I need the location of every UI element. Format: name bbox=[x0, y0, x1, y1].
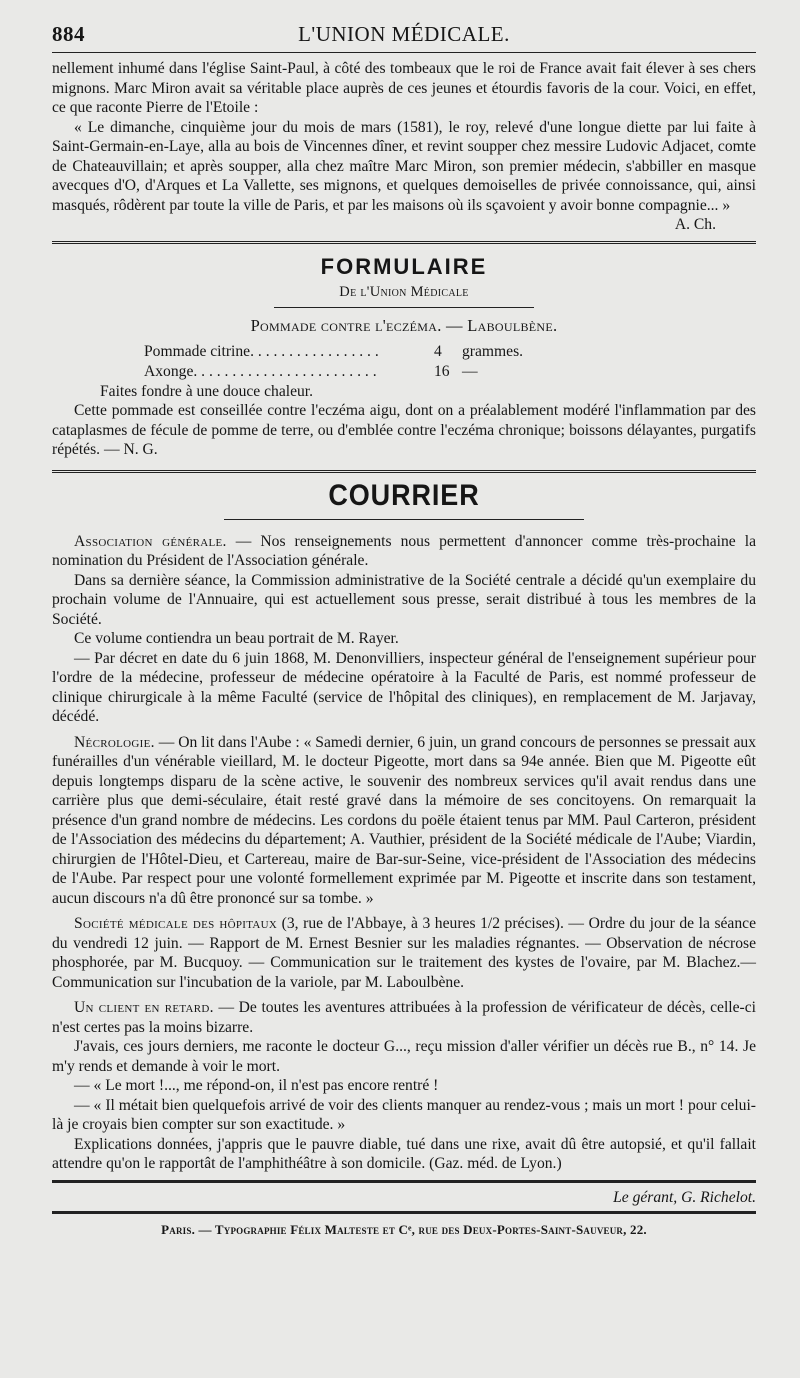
ingredient-row bbox=[52, 362, 756, 382]
metait-paragraph: — « Il métait bien quelquefois arrivé de voir des clients manquer au rendez-vous ; mais un mort ! pour celui-là je croyais bien compter sur son exactitude. » bbox=[52, 1096, 756, 1133]
recipe-instruction: Faites fondre à une douce chaleur. bbox=[100, 382, 314, 400]
ingredient-qty: 4 bbox=[434, 342, 442, 360]
necrologie-paragraph bbox=[52, 733, 756, 909]
footer-rule-bottom bbox=[52, 1211, 756, 1214]
javais-paragraph: J'avais, ces jours derniers, me raconte le docteur G..., reçu mission d'aller vérifier un décès rue B., n° 14. Je m'y rends et demande à voir le mort. bbox=[52, 1038, 756, 1075]
formulaire-subtitle: De l'Union Médicale bbox=[339, 283, 469, 300]
page-number: 884 bbox=[52, 22, 85, 46]
societe-lead: Société médicale des hôpitaux bbox=[74, 915, 278, 932]
client-paragraph bbox=[52, 998, 756, 1037]
footer-rule bbox=[52, 1180, 756, 1183]
ingredient-row bbox=[52, 342, 756, 362]
necrologie-lead: Nécrologie. bbox=[74, 733, 155, 751]
ingredient-unit: — bbox=[462, 362, 478, 380]
etoile-quote: « Le dimanche, cinquième jour du mois de mars (1581), le roy, relevé d'une longue diette par lui faite à Saint-Germain-en-Laye, alla au bois de Vincennes dîner, et revint soupper chez messire Ludovic Adjacet, comte de Chateauvillain; et après soupper, alla chez maître Marc Miron, son premier médecin, s'abbiller en masque avecques d'O, d'Arques et La Vallette, ses mignons, et quelques demoiselles de privée connoissance, qui, ainsi masqués, rôdèrent par toute la ville de Paris, et par les maisons où ils sçavoient y avoir bonne compagnie... » bbox=[52, 118, 756, 214]
portrait-paragraph: Ce volume contiendra un beau portrait de M. Rayer. bbox=[74, 630, 399, 647]
printer-imprint: Paris. — Typographie Félix Malteste et Cᵉ, rue des Deux-Portes-Saint-Sauveur, 22. bbox=[161, 1221, 647, 1237]
ingredient-name: Axonge. . . . . . . . . . . . . . . . . . . . . . . . bbox=[144, 362, 377, 380]
intro-signature: A. Ch. bbox=[674, 216, 716, 233]
ingredient-name: Pommade citrine. . . . . . . . . . . . . . . . . bbox=[144, 342, 379, 360]
decret-paragraph: — Par décret en date du 6 juin 1868, M. Denonvilliers, inspecteur général de l'enseignement supérieur pour l'ordre de la médecine, professeur de médecine opératoire à la Faculté de Paris, est nommé professeur de clinique chirurgicale à la même Faculté (service de l'hôpital des cliniques), en remplacement de M. Jarjavay, décédé. bbox=[52, 649, 756, 725]
association-text: — Nos renseignements nous permettent d'annoncer comme très-prochaine la nomination du Président de l'Association générale. bbox=[52, 532, 756, 569]
association-lead: Association générale. bbox=[74, 532, 227, 550]
recipe-title: Pommade contre l'eczéma. — Laboulbène. bbox=[250, 315, 558, 335]
client-lead: Un client en retard. bbox=[74, 999, 214, 1016]
association-paragraph bbox=[52, 532, 756, 571]
ingredient-unit: grammes. bbox=[462, 342, 524, 360]
formulaire-title: FORMULAIRE bbox=[320, 253, 488, 279]
recipe-note: Cette pommade est conseillée contre l'eczéma aigu, dont on a préalablement modéré l'inflammation par des cataplasmes de fécule de pomme de terre, ou d'emblée contre l'eczéma chronique; boissons délayantes, purgatifs répétés. — N. G. bbox=[52, 402, 756, 458]
explications-paragraph: Explications données, j'appris que le pauvre diable, tué dans une rixe, avait dû être autopsié, et qu'il fallait attendre qu'on le rapportât de l'amphithéâtre à son domicile. (Gaz. méd. de Lyon.) bbox=[52, 1135, 756, 1172]
courrier-title: COURRIER bbox=[328, 478, 480, 512]
mort-paragraph: — « Le mort !..., me répond-on, il n'est pas encore rentré ! bbox=[74, 1077, 439, 1094]
ingredient-qty: 16 bbox=[434, 362, 450, 380]
gerant-signature: Le gérant, G. Richelot. bbox=[613, 1188, 756, 1206]
page-header bbox=[52, 22, 756, 52]
societe-text: (3, rue de l'Abbaye, à 3 heures 1/2 précises). — Ordre du jour de la séance du vendredi 12 juin. — Rapport de M. Ernest Besnier sur les maladies régnantes. — Observation de nécrose phosphorée, par M. Bucquoy. — Communication sur le traitement des kystes de l'ovaire, par M. Blachez.—Communication sur l'incubation de la variole, par M. Laboulbène. bbox=[52, 915, 756, 991]
commission-paragraph: Dans sa dernière séance, la Commission administrative de la Société centrale a décidé qu'un exemplaire du prochain volume de l'Annuaire, qui est actuellement sous presse, serait distribué à tous les membres de la Société. bbox=[52, 571, 756, 628]
journal-title: L'UNION MÉDICALE. bbox=[298, 22, 510, 46]
necrologie-text: — On lit dans l'Aube : « Samedi dernier, 6 juin, un grand concours de personnes se pressait aux funérailles d'un vénérable vieillard, M. le docteur Pigeotte, mort dans sa 94e année. Bien que M. Pigeotte eût depuis longtemps disparu de la scène active, le souvenir des nombreux services qu'il avait rendus dans une carrière plus que demi-séculaire, était resté gravé dans la mémoire de ses concitoyens. On remarquait la présence d'un grand nombre de médecins. Les cordons du poële étaient tenus par MM. Paul Carteron, président de l'Association des médecins du département; A. Vauthier, président de la Société médicale de l'Aube; Viardin, chirurgien de l'Hôtel-Dieu, et Cartereau, maire de Bar-sur-Seine, vice-président de l'Association des médecins de l'Aube. Par respect pour une volonté formellement exprimée par M. Pigeotte et inscrite dans son testament, aucun discours n'a dû être prononcé sur sa tombe. » bbox=[52, 733, 756, 907]
formulaire-rule bbox=[274, 307, 534, 308]
intro-paragraph: nellement inhumé dans l'église Saint-Paul, à côté des tombeaux que le roi de France avait fait élever à ses chers mignons. Marc Miron avait sa véritable place auprès de ces jeunes et étourdis favoris de la cour. Voici, en effet, ce que raconte Pierre de l'Etoile : bbox=[52, 60, 756, 116]
courrier-rule bbox=[224, 519, 584, 520]
client-text: — De toutes les aventures attribuées à la profession de vérificateur de décès, celle-ci n'est certes pas la moins bizarre. bbox=[52, 999, 757, 1036]
societe-paragraph bbox=[52, 914, 756, 992]
